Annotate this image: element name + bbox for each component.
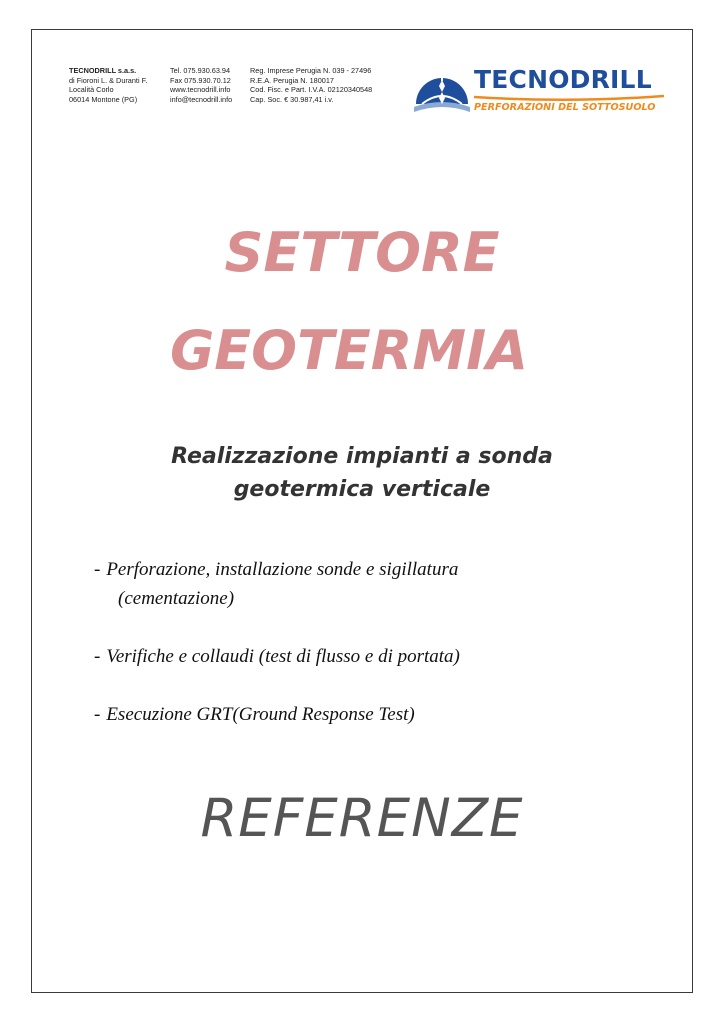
registry-cf: Cod. Fisc. e Part. I.V.A. 02120340548 [250, 85, 373, 94]
logo-tagline: PERFORAZIONI DEL SOTTOSUOLO [474, 102, 656, 113]
subtitle [0, 440, 724, 506]
contact-web: www.tecnodrill.info [170, 85, 231, 94]
bullet-text: Verifiche e collaudi (test di flusso e di portata) [106, 646, 460, 667]
company-name: TECNODRILL s.a.s. [69, 66, 137, 75]
title-line-2: GEOTERMIA [169, 319, 529, 382]
bullet-item-3 [94, 704, 415, 726]
contact-fax: Fax 075.930.70.12 [170, 75, 231, 85]
bullet-text: (cementazione) [118, 588, 235, 609]
references-heading: REFERENZE [200, 788, 524, 849]
bullet-text: Perforazione, installazione sonde e sigillatura [106, 559, 459, 580]
company-partners: di Fioroni L. & Duranti F. [69, 75, 148, 85]
bullet-text: Esecuzione GRT(Ground Response Test) [106, 704, 415, 725]
company-locality: Località Corlo [69, 85, 114, 94]
bullet-dash: - [94, 704, 101, 725]
registry-reg: Reg. Imprese Perugia N. 039 - 27496 [250, 66, 372, 75]
registry-capital: Cap. Soc. € 30.987,41 i.v. [250, 94, 334, 104]
logo-wordmark: TECNODRILL [474, 65, 652, 94]
bullet-item-1-continuation [118, 588, 234, 610]
contact-tel: Tel. 075.930.63.94 [170, 66, 231, 75]
contact-email: info@tecnodrill.info [170, 94, 233, 104]
contact-info [170, 66, 232, 104]
subtitle-line-1: Realizzazione impianti a sonda [171, 444, 553, 469]
bullet-item-1 [94, 559, 458, 581]
drill-emblem-icon [412, 66, 472, 116]
registry-rea: R.E.A. Perugia N. 180017 [250, 75, 334, 85]
company-info [69, 66, 147, 104]
title-line-1: SETTORE [224, 221, 500, 284]
bullet-item-2 [94, 646, 460, 668]
company-logo [412, 62, 662, 118]
subtitle-line-2: geotermica verticale [233, 477, 491, 502]
registry-info [250, 66, 372, 104]
bullet-dash: - [94, 646, 101, 667]
bullet-dash: - [94, 559, 101, 580]
company-address: 06014 Montone (PG) [69, 94, 138, 104]
